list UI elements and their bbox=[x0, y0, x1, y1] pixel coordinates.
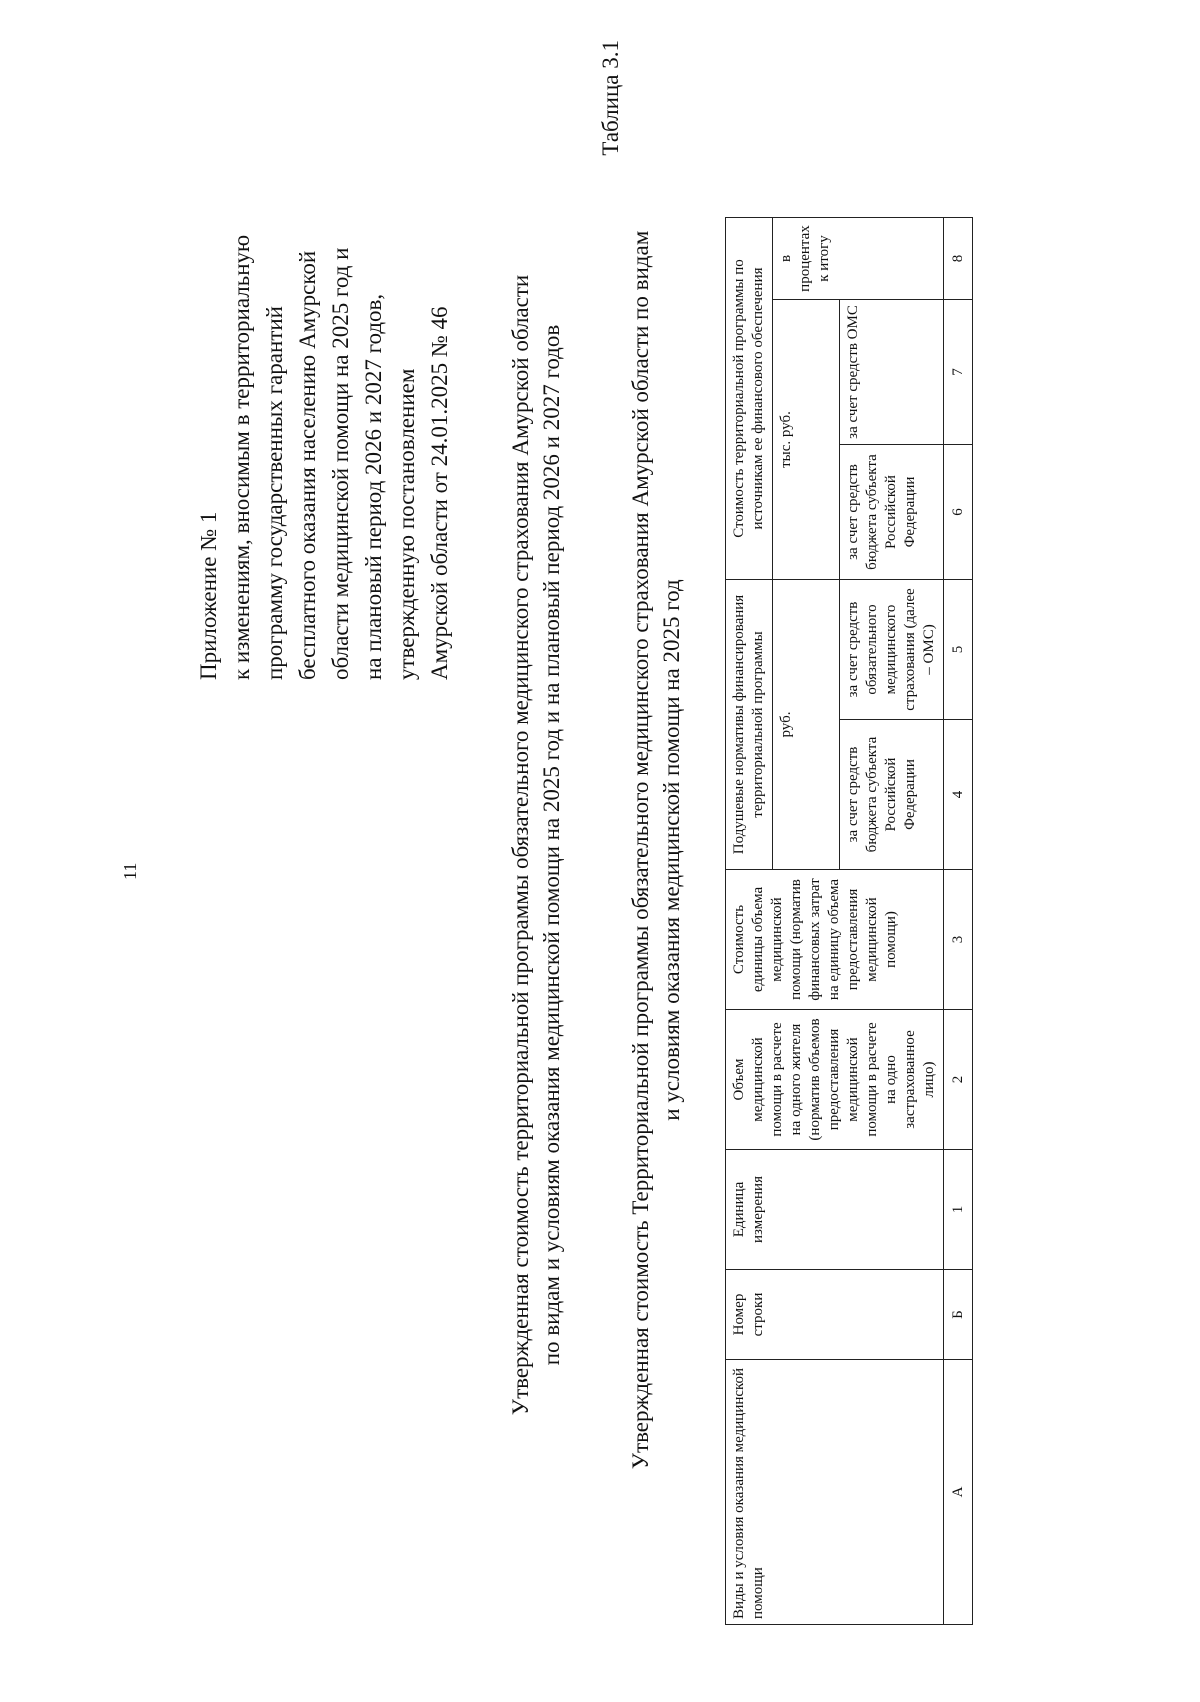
approved-title-line-2: по видам и условиям оказания медицинской помощи на 2025 год и на плановый период 2026 и 2027 годов bbox=[539, 324, 564, 1366]
header-col-5: за счет средств обязательного медицинского страхования (далее – ОМС) bbox=[840, 580, 944, 720]
table-title-line-1: Утвержденная стоимость Территориальной программы обязательного медицинского страхования Амурской области по видам bbox=[628, 230, 653, 1470]
column-numbering-row bbox=[944, 218, 973, 1625]
table-title bbox=[625, 40, 687, 1660]
appendix-line: к изменениям, вносимым в территориальную bbox=[229, 234, 254, 680]
header-col-6: за счет средств бюджета субъекта Российской Федерации bbox=[840, 445, 944, 580]
header-col-3: Стоимость единицы объема медицинской помощи (норматив финансовых затрат на единицу объема предоставления медицинской помощи) bbox=[726, 870, 944, 1010]
appendix-line: области медицинской помощи на 2025 год и bbox=[328, 247, 353, 680]
column-number: 5 bbox=[944, 580, 973, 720]
header-cost-group: Стоимость территориальной программы по источникам ее финансового обеспечения bbox=[726, 218, 773, 580]
header-per-capita-group: Подушевые нормативы финансирования территориальной программы bbox=[726, 580, 773, 870]
header-col-b: Номер строки bbox=[726, 1270, 944, 1360]
header-col-7: за счет средств ОМС bbox=[840, 300, 944, 445]
header-row-1 bbox=[726, 218, 773, 1625]
column-number: 8 bbox=[944, 218, 973, 300]
column-number: 3 bbox=[944, 870, 973, 1010]
column-number: 7 bbox=[944, 300, 973, 445]
table-label: Таблица 3.1 bbox=[598, 40, 623, 156]
appendix-line: программу государственных гарантий bbox=[262, 306, 287, 680]
page-number: 11 bbox=[120, 862, 140, 880]
cost-table bbox=[725, 217, 973, 1625]
header-col-8: в процентах к итогу bbox=[773, 218, 944, 300]
appendix-line: на плановый период 2026 и 2027 годов, bbox=[361, 293, 386, 680]
appendix-line: бесплатного оказания населению Амурской bbox=[295, 250, 320, 680]
appendix-note bbox=[192, 40, 456, 680]
header-col-4: за счет средств бюджета субъекта Российской Федерации bbox=[840, 720, 944, 870]
column-number: Б bbox=[944, 1270, 973, 1360]
column-number: 1 bbox=[944, 1150, 973, 1270]
header-col-a: Виды и условия оказания медицинской помощи bbox=[726, 1360, 944, 1625]
header-per-capita-unit: руб. bbox=[773, 580, 840, 870]
header-col-2: Объем медицинской помощи в расчете на одного жителя (норматив объемов предоставления медицинской помощи в расчете на одно застрахованное лицо) bbox=[726, 1010, 944, 1150]
cost-table-wrapper bbox=[725, 217, 973, 1625]
column-number: 2 bbox=[944, 1010, 973, 1150]
approved-cost-title bbox=[505, 90, 567, 1600]
appendix-line: Амурской области от 24.01.2025 № 46 bbox=[427, 306, 452, 680]
column-number: 6 bbox=[944, 445, 973, 580]
column-number: 4 bbox=[944, 720, 973, 870]
header-cost-unit: тыс. руб. bbox=[773, 300, 840, 580]
column-number: А bbox=[944, 1360, 973, 1625]
header-col-1: Единица измерения bbox=[726, 1150, 944, 1270]
appendix-line: утвержденную постановлением bbox=[394, 368, 419, 680]
table-title-line-2: и условиям оказания медицинской помощи на 2025 год bbox=[659, 579, 684, 1121]
approved-title-line-1: Утвержденная стоимость территориальной программы обязательного медицинского страхования Амурской области bbox=[508, 274, 533, 1416]
appendix-line: Приложение № 1 bbox=[196, 511, 221, 680]
